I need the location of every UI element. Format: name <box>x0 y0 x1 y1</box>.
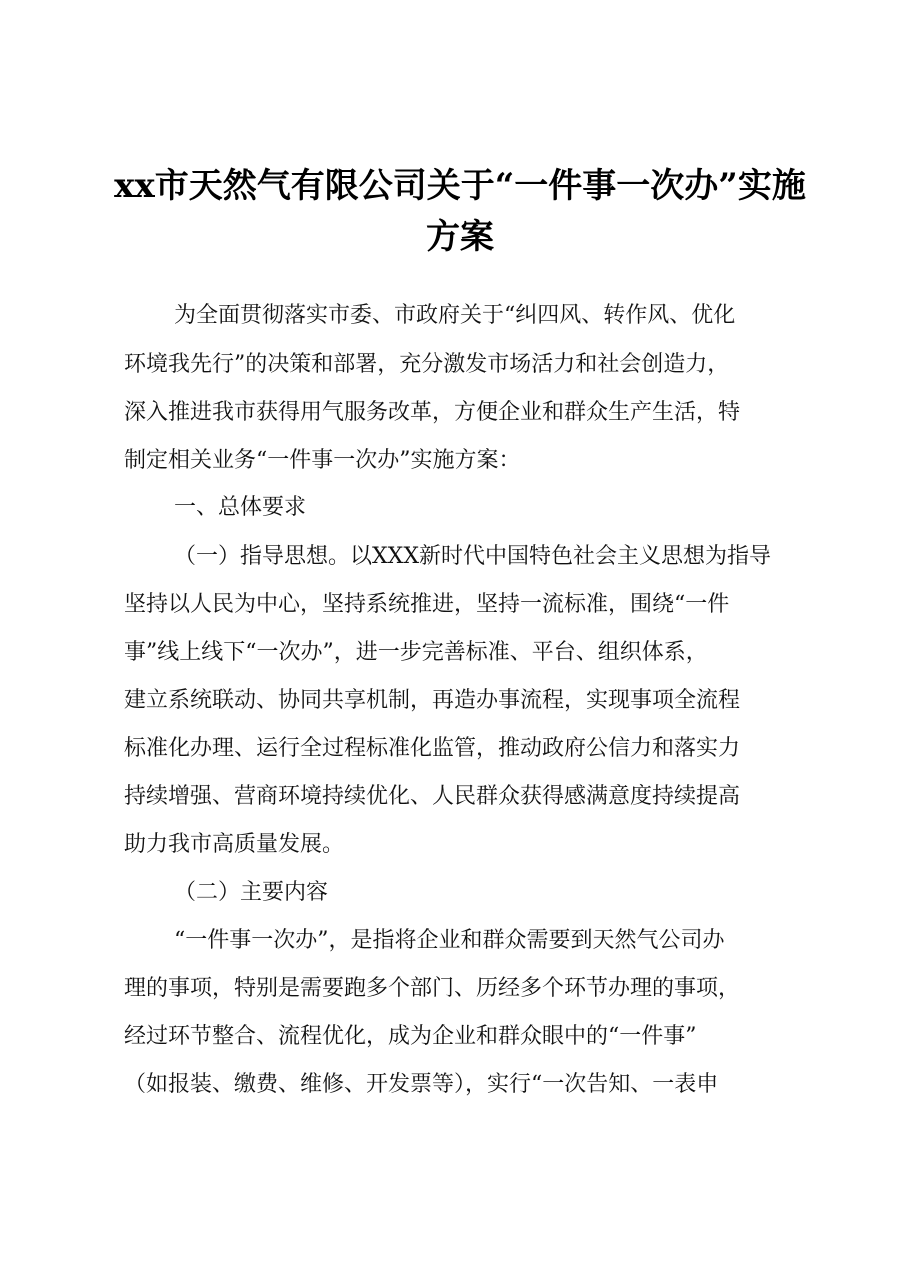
paragraph-line: 环境我先行”的决策和部署，充分激发市场活力和社会创造力， <box>124 352 730 377</box>
paragraph-line: 建立系统联动、协同共享机制，再造办事流程，实现事项全流程 <box>124 688 741 713</box>
section-heading: 一、总体要求 <box>174 495 307 520</box>
paragraph-line: 理的事项，特别是需要跑多个部门、历经多个环节办理的事项， <box>124 976 741 1001</box>
paragraph-line: 经过环节整合、流程优化，成为企业和群众眼中的“一件事” <box>124 1024 697 1049</box>
paragraph-line: （一）指导思想。以XXX新时代中国特色社会主义思想为指导 <box>174 544 771 569</box>
paragraph-line: 制定相关业务“一件事一次办”实施方案： <box>124 448 521 473</box>
paragraph-line: 为全面贯彻落实市委、市政府关于“纠四风、转作风、优化 <box>174 303 736 328</box>
paragraph-line: 事”线上线下“一次办”，进一步完善标准、平台、组织体系， <box>124 640 708 665</box>
document-title-line-1: xx市天然气有限公司关于“一件事一次办”实施 <box>114 166 806 206</box>
paragraph-line: “一件事一次办”，是指将企业和群众需要到天然气公司办 <box>174 928 725 953</box>
paragraph-line: 持续增强、营商环境持续优化、人民群众获得感满意度持续提高 <box>124 784 741 809</box>
paragraph-line: （如报装、缴费、维修、开发票等），实行“一次告知、一表申 <box>124 1072 719 1097</box>
paragraph-line: 助力我市高质量发展。 <box>124 832 345 857</box>
paragraph-line: 坚持以人民为中心，坚持系统推进，坚持一流标准，围绕“一件 <box>124 592 730 617</box>
paragraph-line: 深入推进我市获得用气服务改革，方便企业和群众生产生活，特 <box>124 400 741 425</box>
paragraph-line: 标准化办理、运行全过程标准化监管，推动政府公信力和落实力 <box>124 736 741 761</box>
document-title-line-2: 方案 <box>426 217 494 257</box>
subsection-heading: （二）主要内容 <box>174 880 329 905</box>
